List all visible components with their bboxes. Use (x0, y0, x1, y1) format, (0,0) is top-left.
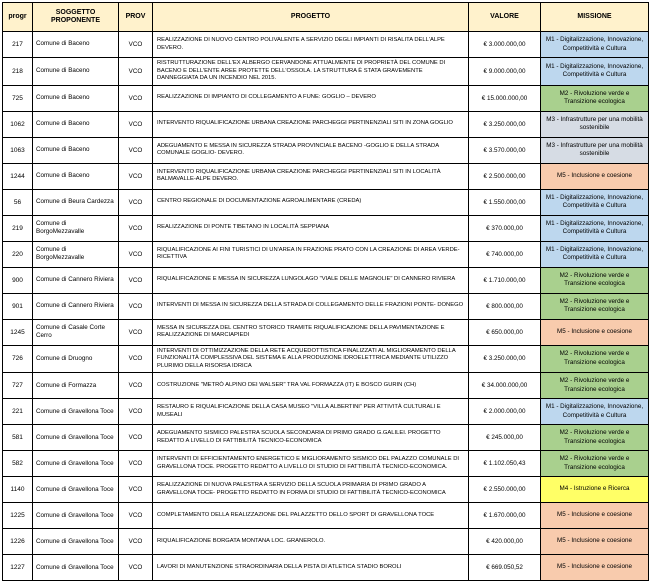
header-soggetto: SOGGETTO PROPONENTE (33, 3, 119, 32)
table-row (3, 85, 649, 111)
cell-prov: VCO (119, 163, 153, 189)
cell-progetto: MESSA IN SICUREZZA DEL CENTRO STORICO TRAMITE RIQUALIFICAZIONE DELLA PAVIMENTAZIONE E REALIZZAZIONE DI MARCIAPIEDI (153, 319, 469, 345)
cell-soggetto: Comune di Cannero Riviera (33, 293, 119, 319)
cell-valore: € 9.000.000,00 (469, 58, 541, 86)
cell-progetto: REALIZZAZIONE DI NUOVO CENTRO POLIVALENTE A SERVIZIO DEGLI IMPIANTI DI RISALITA DELL'ALPE DEVERO. (153, 32, 469, 58)
table-row (3, 399, 649, 425)
cell-soggetto: Comune di Casale Corte Cerro (33, 319, 119, 345)
table-row (3, 373, 649, 399)
cell-valore: € 3.250.000,00 (469, 345, 541, 373)
cell-progr: 900 (3, 267, 33, 293)
cell-progr: 219 (3, 215, 33, 241)
cell-valore: € 2.500.000,00 (469, 163, 541, 189)
cell-progetto: INTERVENTO RIQUALIFICAZIONE URBANA CREAZIONE PARCHEGGI PERTINENZIALI SITI IN LOCALITÀ BALMAVALLE-ALPE DEVERO. (153, 163, 469, 189)
cell-progr: 1245 (3, 319, 33, 345)
cell-progr: 725 (3, 85, 33, 111)
cell-missione: M2 - Rivoluzione verde e Transizione ecologica (541, 425, 649, 451)
table-row (3, 137, 649, 163)
cell-prov: VCO (119, 241, 153, 267)
cell-missione: M5 - Inclusione e coesione (541, 163, 649, 189)
cell-progetto: REALIZZAZIONE DI PONTE TIBETANO IN LOCALITÀ SEPPIANA (153, 215, 469, 241)
cell-valore: € 420.000,00 (469, 529, 541, 555)
cell-progr: 1062 (3, 111, 33, 137)
cell-soggetto: Comune di Cannero Riviera (33, 267, 119, 293)
cell-missione: M5 - Inclusione e coesione (541, 503, 649, 529)
cell-prov: VCO (119, 85, 153, 111)
table-row (3, 345, 649, 373)
cell-prov: VCO (119, 215, 153, 241)
cell-progr: 1244 (3, 163, 33, 189)
cell-missione: M2 - Rivoluzione verde e Transizione ecologica (541, 85, 649, 111)
cell-prov: VCO (119, 477, 153, 503)
table-row (3, 58, 649, 86)
cell-missione: M5 - Inclusione e coesione (541, 319, 649, 345)
cell-progr: 726 (3, 345, 33, 373)
cell-progetto: COMPLETAMENTO DELLA REALIZZAZIONE DEL PALAZZETTO DELLO SPORT DI GRAVELLONA TOCE (153, 503, 469, 529)
cell-prov: VCO (119, 425, 153, 451)
cell-progetto: RESTAURO E RIQUALIFICAZIONE DELLA CASA MUSEO "VILLA ALBERTINI" PER ATTIVITÀ CULTURALI E MUSEALI (153, 399, 469, 425)
cell-soggetto: Comune di Druogno (33, 345, 119, 373)
cell-valore: € 3.570.000,00 (469, 137, 541, 163)
cell-valore: € 2.550.000,00 (469, 477, 541, 503)
header-progr: progr (3, 3, 33, 32)
cell-soggetto: Comune di Gravellona Toce (33, 555, 119, 581)
table-header (3, 3, 649, 32)
cell-soggetto: Comune di Beura Cardezza (33, 189, 119, 215)
cell-prov: VCO (119, 32, 153, 58)
cell-soggetto: Comune di Baceno (33, 163, 119, 189)
cell-progetto: INTERVENTI DI OTTIMIZZAZIONE DELLA RETE ACQUEDOTTISTICA FINALIZZATI AL MIGLIORAMENTO DELLA FUNZIONALITÀ COMPLESSIVA DEL SISTEMA E ALLA PRODUZIONE IDROELETTRICA MEDIANTE UTILIZZO PLURIMO DELLA RISORSA IDRICA (153, 345, 469, 373)
cell-valore: € 34.000.000,00 (469, 373, 541, 399)
cell-progr: 218 (3, 58, 33, 86)
cell-missione: M2 - Rivoluzione verde e Transizione ecologica (541, 267, 649, 293)
cell-soggetto: Comune di BorgoMezzavalle (33, 241, 119, 267)
header-valore: VALORE (469, 3, 541, 32)
header-missione: MISSIONE (541, 3, 649, 32)
cell-soggetto: Comune di Baceno (33, 137, 119, 163)
cell-missione: M1 - Digitalizzazione, Innovazione, Competitività e Cultura (541, 189, 649, 215)
table-row (3, 529, 649, 555)
cell-progr: 1063 (3, 137, 33, 163)
cell-progr: 1226 (3, 529, 33, 555)
cell-progetto: COSTRUZIONE "METRÒ ALPINO DEI WALSER" TRA VAL FORMAZZA (IT) E BOSCO GURIN (CH) (153, 373, 469, 399)
cell-valore: € 2.000.000,00 (469, 399, 541, 425)
cell-progr: 582 (3, 451, 33, 477)
cell-prov: VCO (119, 267, 153, 293)
cell-missione: M2 - Rivoluzione verde e Transizione ecologica (541, 345, 649, 373)
cell-valore: € 370.000,00 (469, 215, 541, 241)
table-row (3, 319, 649, 345)
header-progetto: PROGETTO (153, 3, 469, 32)
cell-prov: VCO (119, 319, 153, 345)
cell-valore: € 1.710.000,00 (469, 267, 541, 293)
cell-prov: VCO (119, 373, 153, 399)
cell-missione: M2 - Rivoluzione verde e Transizione ecologica (541, 451, 649, 477)
header-prov: PROV (119, 3, 153, 32)
cell-valore: € 740.000,00 (469, 241, 541, 267)
table-row (3, 32, 649, 58)
cell-progetto: REALIZZAZIONE DI IMPIANTO DI COLLEGAMENTO A FUNE: GOGLIO – DEVERO (153, 85, 469, 111)
table-row (3, 241, 649, 267)
cell-progr: 1225 (3, 503, 33, 529)
cell-soggetto: Comune di Baceno (33, 85, 119, 111)
cell-missione: M1 - Digitalizzazione, Innovazione, Competitività e Cultura (541, 32, 649, 58)
cell-soggetto: Comune di BorgoMezzavalle (33, 215, 119, 241)
cell-prov: VCO (119, 503, 153, 529)
cell-missione: M5 - Inclusione e coesione (541, 555, 649, 581)
cell-prov: VCO (119, 529, 153, 555)
cell-progetto: INTERVENTI DI MESSA IN SICUREZZA DELLA STRADA DI COLLEGAMENTO DELLE FRAZIONI PONTE- DONEGO (153, 293, 469, 319)
table-row (3, 189, 649, 215)
projects-table (2, 2, 649, 581)
cell-missione: M3 - Infrastrutture per una mobilità sostenibile (541, 111, 649, 137)
cell-valore: € 650.000,00 (469, 319, 541, 345)
cell-prov: VCO (119, 555, 153, 581)
table-body (3, 32, 649, 581)
cell-missione: M4 - Istruzione e Ricerca (541, 477, 649, 503)
cell-progetto: INTERVENTO RIQUALIFICAZIONE URBANA CREAZIONE PARCHEGGI PERTINENZIALI SITI IN ZONA GOGLIO (153, 111, 469, 137)
cell-progetto: ADEGUAMENTO E MESSA IN SICUREZZA STRADA PROVINCIALE BACENO -GOGLIO E DELLA STRADA COMUNALE GOGLIO- DEVERO. (153, 137, 469, 163)
cell-soggetto: Comune di Gravellona Toce (33, 477, 119, 503)
cell-missione: M2 - Rivoluzione verde e Transizione ecologica (541, 293, 649, 319)
cell-prov: VCO (119, 137, 153, 163)
cell-missione: M2 - Rivoluzione verde e Transizione ecologica (541, 373, 649, 399)
cell-soggetto: Comune di Formazza (33, 373, 119, 399)
cell-progr: 727 (3, 373, 33, 399)
cell-missione: M5 - Inclusione e coesione (541, 529, 649, 555)
cell-progetto: RISTRUTTURAZIONE DELL'EX ALBERGO CERVANDONE ATTUALMENTE DI PROPRIETÀ DEL COMUNE DI BACENO E DELL'ENTE AREE PROTETTE DELL'OSSOLA. LA STRUTTURA È STATA GRAVEMENTE DANNEGGIATA DA UN INCENDIO NEL 2015. (153, 58, 469, 86)
table-row (3, 503, 649, 529)
table-row (3, 451, 649, 477)
cell-prov: VCO (119, 451, 153, 477)
table-row (3, 215, 649, 241)
cell-progetto: RIQUALIFICAZIONE E MESSA IN SICUREZZA LUNGOLAGO "VIALE DELLE MAGNOLIE" DI CANNERO RIVIERA (153, 267, 469, 293)
cell-prov: VCO (119, 58, 153, 86)
cell-missione: M1 - Digitalizzazione, Innovazione, Competitività e Cultura (541, 241, 649, 267)
cell-progr: 56 (3, 189, 33, 215)
cell-progr: 220 (3, 241, 33, 267)
cell-progetto: LAVORI DI MANUTENZIONE STRAORDINARIA DELLA PISTA DI ATLETICA STADIO BOROLI (153, 555, 469, 581)
cell-prov: VCO (119, 345, 153, 373)
cell-soggetto: Comune di Gravellona Toce (33, 503, 119, 529)
cell-soggetto: Comune di Gravellona Toce (33, 529, 119, 555)
cell-progr: 217 (3, 32, 33, 58)
table-row (3, 477, 649, 503)
table-row (3, 111, 649, 137)
cell-progetto: RIQUALIFICAZIONE AI FINI TURISTICI DI UN'AREA IN FRAZIONE PRATO CON LA CREAZIONE DI AREA VERDE-RICETTIVA (153, 241, 469, 267)
cell-prov: VCO (119, 293, 153, 319)
cell-missione: M3 - Infrastrutture per una mobilità sostenibile (541, 137, 649, 163)
cell-valore: € 1.670.000,00 (469, 503, 541, 529)
cell-valore: € 800.000,00 (469, 293, 541, 319)
cell-progr: 221 (3, 399, 33, 425)
table-row (3, 555, 649, 581)
cell-prov: VCO (119, 111, 153, 137)
cell-progetto: REALIZZAZIONE DI NUOVA PALESTRA A SERVIZIO DELLA SCUOLA PRIMARIA DI PRIMO GRADO A GRAVELLONA TOCE- PROGETTO REDATTO IN FORMA DI STUDIO DI FATTIBILITÀ TECNICO-ECONOMICA (153, 477, 469, 503)
table-row (3, 267, 649, 293)
cell-soggetto: Comune di Gravellona Toce (33, 451, 119, 477)
cell-soggetto: Comune di Gravellona Toce (33, 425, 119, 451)
cell-prov: VCO (119, 399, 153, 425)
cell-progr: 581 (3, 425, 33, 451)
cell-prov: VCO (119, 189, 153, 215)
table-row (3, 293, 649, 319)
cell-progetto: RIQUALIFICAZIONE BORGATA MONTANA LOC. GRANEROLO. (153, 529, 469, 555)
cell-valore: € 1.550.000,00 (469, 189, 541, 215)
cell-progetto: ADEGUAMENTO SISMICO PALESTRA SCUOLA SECONDARIA DI PRIMO GRADO G.GALILEI. PROGETTO REDATTO A LIVELLO DI FATTIBILITÀ TECNICO-ECONOMICA (153, 425, 469, 451)
cell-valore: € 3.000.000,00 (469, 32, 541, 58)
cell-valore: € 669.050,52 (469, 555, 541, 581)
cell-missione: M1 - Digitalizzazione, Innovazione, Competitività e Cultura (541, 399, 649, 425)
cell-valore: € 245.000,00 (469, 425, 541, 451)
cell-progetto: CENTRO REGIONALE DI DOCUMENTAZIONE AGROALIMENTARE (CREDA) (153, 189, 469, 215)
table-row (3, 425, 649, 451)
cell-valore: € 3.250.000,00 (469, 111, 541, 137)
table-row (3, 163, 649, 189)
cell-missione: M1 - Digitalizzazione, Innovazione, Competitività e Cultura (541, 215, 649, 241)
cell-soggetto: Comune di Baceno (33, 32, 119, 58)
cell-valore: € 15.000.000,00 (469, 85, 541, 111)
cell-valore: € 1.102.050,43 (469, 451, 541, 477)
cell-progr: 901 (3, 293, 33, 319)
cell-progr: 1140 (3, 477, 33, 503)
cell-soggetto: Comune di Gravellona Toce (33, 399, 119, 425)
cell-missione: M1 - Digitalizzazione, Innovazione, Competitività e Cultura (541, 58, 649, 86)
cell-progetto: INTERVENTI DI EFFICIENTAMENTO ENERGETICO E MIGLIORAMENTO SISMICO DEL PALAZZO COMUNALE DI GRAVELLONA TOCE. PROGETTO REDATTO A LIVELLO DI STUDIO DI FATTIBILITÀ TECNICO-ECONOMICA. (153, 451, 469, 477)
cell-progr: 1227 (3, 555, 33, 581)
cell-soggetto: Comune di Baceno (33, 111, 119, 137)
cell-soggetto: Comune di Baceno (33, 58, 119, 86)
